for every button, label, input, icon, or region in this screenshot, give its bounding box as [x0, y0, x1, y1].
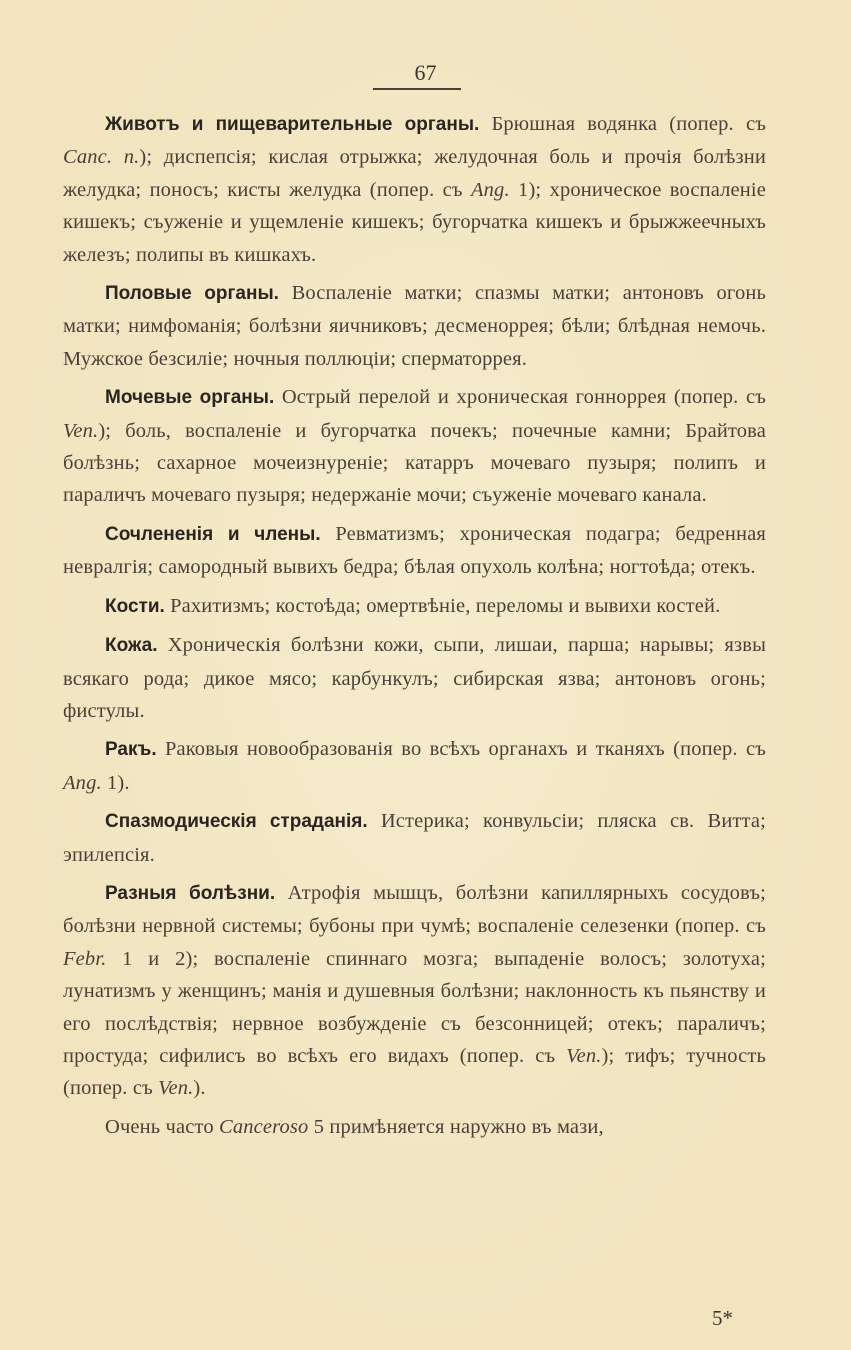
paragraph-text: Рахитизмъ; костоѣда; омертвѣніе, переломы и вывихи костей.	[164, 594, 721, 617]
paragraph-text: Очень часто	[105, 1115, 220, 1138]
signature-mark: 5*	[712, 1306, 733, 1330]
remedy-name: Canceroso	[219, 1115, 309, 1138]
paragraph-text: 1).	[101, 771, 130, 794]
paragraph-skin	[63, 629, 766, 727]
paragraph-bones	[63, 590, 766, 623]
paragraph-genital-organs	[63, 277, 766, 375]
heading-genital-organs: Половые органы.	[105, 283, 279, 305]
paragraph-text: ).	[193, 1077, 206, 1100]
paragraph-cancer	[63, 733, 766, 799]
remedy-abbreviation: Ang.	[63, 771, 102, 794]
paragraph-text: Воспаленіе матки; спазмы матки; антоновъ огонь матки; нимфоманія; болѣзни яичниковъ; десменоррея; бѣли; блѣдная немочь. Мужское безсиліе; ночныя поллюціи; сперматоррея.	[63, 282, 766, 370]
paragraph-text: 1); хроническое воспаленіе кишекъ; съуженіе и ущемленіе кишекъ; бугорчатка кишекъ и брыжжеечныхъ железъ; полипы въ кишкахъ.	[63, 178, 767, 266]
paragraph-text: Острый перелой и хроническая гонноррея (попер. съ	[274, 386, 766, 409]
heading-cancer: Ракъ.	[105, 739, 157, 761]
paragraph-text: Раковыя новообразованія во всѣхъ органахъ и тканяхъ (попер. съ	[156, 738, 766, 761]
heading-urinary-organs: Мочевые органы.	[105, 387, 275, 409]
heading-skin: Кожа.	[105, 635, 158, 657]
paragraph-external-use	[63, 1111, 766, 1143]
paragraph-text: Ревматизмъ; хроническая подагра; бедренная невралгія; самородный вывихъ бедра; бѣлая опухоль колѣна; ногтоѣда; отекъ.	[63, 522, 766, 579]
heading-various-diseases: Разныя болѣзни.	[105, 882, 276, 904]
paragraph-text: ); диспепсія; кислая отрыжка; желудочная боль и прочія болѣзни желудка; поносъ; кисты желудка (попер. съ	[63, 146, 766, 201]
paragraph-text: ); тифъ; тучность (попер. съ	[63, 1044, 767, 1100]
heading-bones: Кости.	[105, 595, 165, 617]
remedy-abbreviation: Ven.	[63, 419, 99, 442]
paragraph-text: 1 и 2); воспаленіе спиннаго мозга; выпаденіе волосъ; золотуха; лунатизмъ у женщинъ; манія и душевныя болѣзни; наклонность къ пьянству и его послѣдствія; нервное возбужденіе съ безсонницей; отекъ; параличъ; простуда; сифилисъ во всѣхъ его видахъ (попер. съ	[63, 947, 766, 1067]
paragraph-text: Брюшная водянка (попер. съ	[479, 113, 766, 135]
remedy-abbreviation: Ang.	[470, 178, 510, 201]
paragraph-various-diseases	[63, 877, 766, 1105]
heading-spasmodic: Спазмодическія страданія.	[105, 811, 368, 833]
page-number-rule	[373, 88, 461, 90]
paragraph-text: Истерика; конвульсіи; пляска св. Витта; эпилепсія.	[63, 810, 766, 866]
paragraph-text: Хроническія болѣзни кожи, сыпи, лишаи, парша; нарывы; язвы всякаго рода; дикое мясо; карбункулъ; сибирская язва; антоновъ огонь; фистулы.	[63, 634, 766, 722]
remedy-abbreviation: Ven.	[158, 1077, 194, 1100]
paragraph-joints-limbs	[63, 518, 766, 584]
page-body	[63, 108, 766, 1149]
heading-digestive-organs: Животъ и пищеварительные органы.	[105, 114, 480, 135]
paragraph-text: 5 примѣняется наружно въ мази,	[308, 1115, 604, 1138]
paragraph-digestive-organs	[63, 108, 766, 271]
remedy-abbreviation: Ven.	[566, 1044, 602, 1067]
page-number: 67	[414, 60, 437, 85]
paragraph-urinary-organs	[63, 381, 766, 512]
paragraph-text: ); боль, воспаленіе и бугорчатка почекъ; почечные камни; Брайтова болѣзнь; сахарное мочеизнуреніе; катарръ мочеваго пузыря; полипъ и параличъ мочеваго пузыря; недержаніе мочи; съуженіе мочеваго канала.	[63, 419, 766, 507]
heading-joints-limbs: Сочлененія и члены.	[105, 523, 321, 545]
remedy-abbreviation: Febr.	[63, 947, 107, 970]
paragraph-spasmodic	[63, 805, 766, 871]
remedy-abbreviation: Canc. n.	[63, 146, 140, 169]
paragraph-text: Атрофія мышцъ, болѣзни капиллярныхъ сосудовъ; болѣзни нервной системы; бубоны при чумѣ; воспаленіе селезенки (попер. съ	[63, 881, 766, 938]
